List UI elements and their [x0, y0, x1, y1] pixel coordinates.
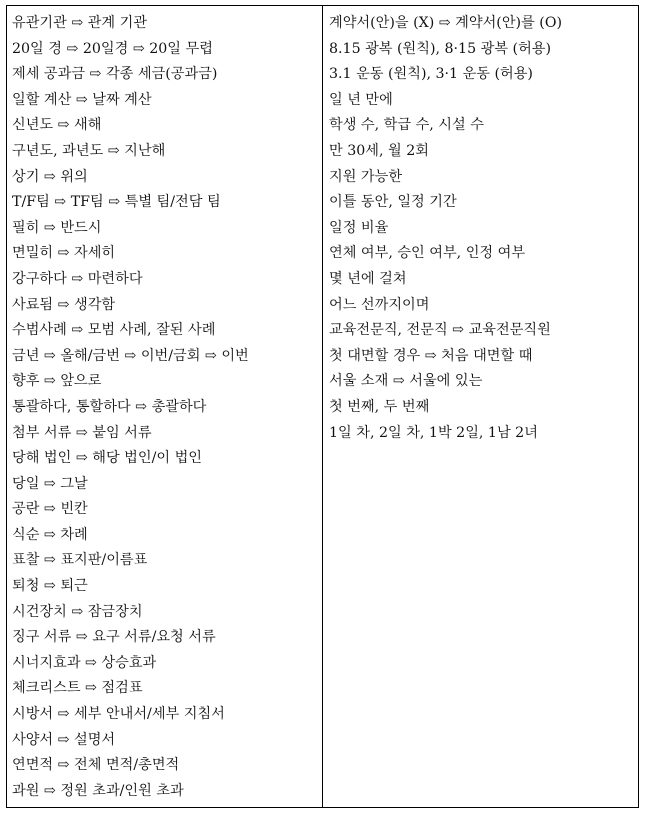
list-item: 구년도, 과년도 ⇨ 지난해 [12, 142, 166, 159]
list-item: 퇴청 ⇨ 퇴근 [12, 578, 88, 595]
list-item: 금년 ⇨ 올해/금번 ⇨ 이번/금회 ⇨ 이번 [12, 347, 249, 364]
list-item: 교육전문직, 전문직 ⇨ 교육전문직원 [329, 322, 551, 339]
list-item: 식순 ⇨ 차례 [12, 526, 88, 543]
list-item: 공란 ⇨ 빈칸 [12, 501, 88, 518]
list-item: 수범사례 ⇨ 모범 사례, 잘된 사례 [12, 322, 216, 339]
list-item: T/F팀 ⇨ TF팀 ⇨ 특별 팀/전담 팀 [12, 194, 221, 211]
list-item: 몇 년에 걸쳐 [329, 270, 407, 287]
list-item: 과원 ⇨ 정원 초과/인원 초과 [12, 782, 184, 799]
list-item: 제세 공과금 ⇨ 각종 세금(공과금) [12, 66, 218, 83]
list-item: 통괄하다, 통할하다 ⇨ 총괄하다 [12, 398, 207, 415]
list-item: 신년도 ⇨ 새해 [12, 117, 102, 134]
list-item: 이틀 동안, 일정 기간 [329, 194, 457, 211]
list-item: 첨부 서류 ⇨ 붙임 서류 [12, 424, 152, 441]
list-item: 3.1 운동 (원칙), 3·1 운동 (허용) [329, 66, 533, 83]
list-item: 일 년 만에 [329, 91, 393, 108]
list-item: 1일 차, 2일 차, 1박 2일, 1남 2녀 [329, 424, 538, 441]
list-item: 체크리스트 ⇨ 점검표 [12, 680, 143, 697]
list-item: 지원 가능한 [329, 168, 403, 185]
list-item: 연체 여부, 승인 여부, 인정 여부 [329, 245, 526, 262]
list-item: 표찰 ⇨ 표지판/이름표 [12, 552, 148, 569]
list-item: 향후 ⇨ 앞으로 [12, 373, 102, 390]
list-item: 징구 서류 ⇨ 요구 서류/요청 서류 [12, 629, 216, 646]
list-item: 일할 계산 ⇨ 날짜 계산 [12, 91, 152, 108]
list-item: 서울 소재 ⇨ 서울에 있는 [329, 373, 483, 390]
list-item: 당해 법인 ⇨ 해당 법인/이 법인 [12, 450, 202, 467]
list-item: 유관기관 ⇨ 관계 기관 [12, 15, 148, 31]
list-item: 필히 ⇨ 반드시 [12, 219, 102, 236]
list-item: 일정 비율 [329, 219, 389, 236]
left-column [7, 6, 323, 807]
list-item: 첫 대면할 경우 ⇨ 처음 대면할 때 [329, 347, 533, 364]
list-item: 계약서(안)을 (X) ⇨ 계약서(안)를 (O) [329, 15, 562, 31]
list-item: 만 30세, 월 2회 [329, 142, 429, 159]
list-item: 어느 선까지이며 [329, 296, 430, 313]
list-item: 면밀히 ⇨ 자세히 [12, 245, 116, 262]
list-item: 8.15 광복 (원칙), 8·15 광복 (허용) [329, 40, 552, 57]
list-item: 사양서 ⇨ 설명서 [12, 731, 116, 748]
right-column [323, 6, 638, 807]
list-item: 상기 ⇨ 위의 [12, 168, 88, 185]
list-item: 연면적 ⇨ 전체 면적/총면적 [12, 757, 180, 774]
list-item: 20일 경 ⇨ 20일경 ⇨ 20일 무렵 [12, 40, 213, 57]
list-item: 당일 ⇨ 그날 [12, 475, 88, 492]
list-item: 사료됨 ⇨ 생각함 [12, 296, 116, 313]
list-item: 시건장치 ⇨ 잠금장치 [12, 603, 143, 620]
list-item: 시너지효과 ⇨ 상승효과 [12, 654, 157, 671]
list-item: 첫 번째, 두 번째 [329, 398, 430, 415]
usage-table [6, 5, 639, 808]
list-item: 강구하다 ⇨ 마련하다 [12, 270, 143, 287]
list-item: 시방서 ⇨ 세부 안내서/세부 지침서 [12, 706, 225, 723]
list-item: 학생 수, 학급 수, 시설 수 [329, 117, 484, 134]
